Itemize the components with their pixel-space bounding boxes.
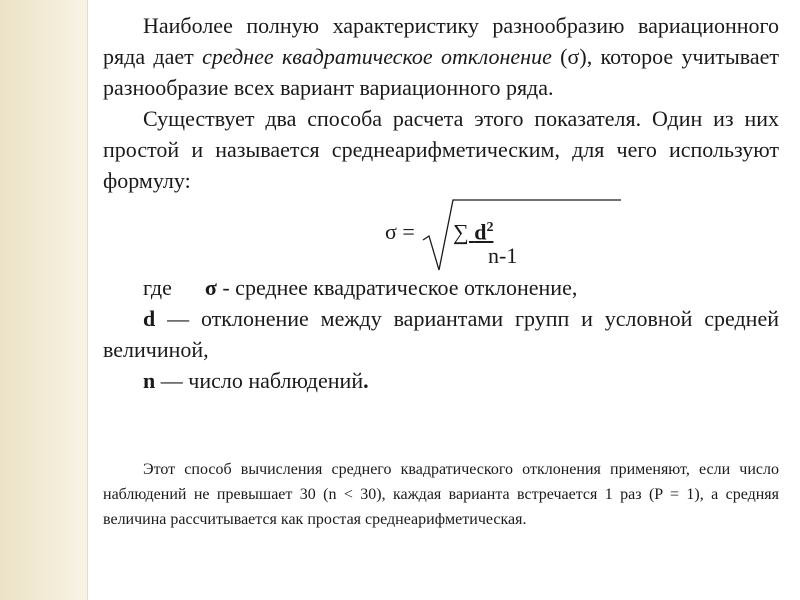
- sigma-definition: - среднее квадратическое отклонение,: [216, 275, 578, 300]
- definition-sigma: [103, 272, 779, 303]
- definition-n: [103, 365, 779, 396]
- sum-symbol: ∑: [453, 219, 475, 245]
- square-root-sign: [421, 196, 621, 272]
- note-paragraph: Этот способ вычисления среднего квадратического отклонения применяют, если число наблюдений не превышает 30 (n < 30), каждая варианта встречается 1 раз (P = 1), а средняя величина рассчитывается как простая среднеарифметическая.: [103, 461, 779, 528]
- numerator-exponent: 2: [486, 220, 494, 235]
- formula-lhs: σ =: [385, 219, 415, 244]
- numerator-variable: d: [474, 219, 487, 245]
- formula-denominator: n-1: [488, 243, 518, 268]
- sigma-symbol: σ: [204, 275, 217, 300]
- std-dev-formula: [103, 196, 779, 272]
- method-paragraph: Существует два способа расчета этого показателя. Один из них простой и называется среднеарифметическим, для чего используют формулу:: [103, 106, 779, 193]
- intro-paragraph: [103, 10, 779, 103]
- definition-d: [103, 303, 779, 365]
- term-standard-deviation: среднее квадратическое отклонение: [202, 44, 552, 69]
- d-definition: — отклонение между вариантами групп и условной средней величиной,: [103, 306, 779, 362]
- n-definition: — число наблюдений: [155, 368, 364, 393]
- where-word: где: [143, 275, 172, 300]
- intro-text-end: (σ), которое учитывает разнообразие всех вариант вариационного ряда.: [103, 44, 779, 100]
- n-definition-end: .: [363, 368, 369, 393]
- left-decorative-band: [0, 0, 88, 600]
- d-symbol: d: [143, 306, 156, 331]
- n-symbol: n: [143, 368, 156, 393]
- intro-text-start: Наиболее полную характеристику разнообразию вариационного ряда дает: [103, 13, 779, 69]
- slide-content: [103, 10, 779, 396]
